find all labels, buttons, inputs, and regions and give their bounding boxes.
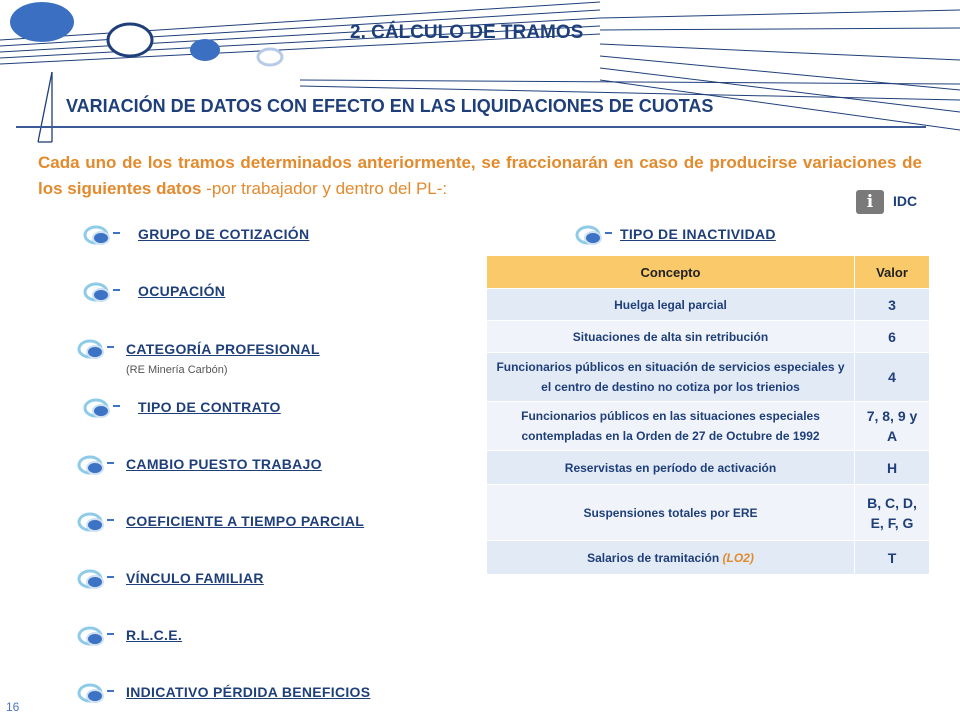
bullet-icon [82,224,122,250]
table-row [487,402,930,451]
item-tipo-contrato[interactable]: TIPO DE CONTRATO [138,399,281,415]
table-row [487,451,930,485]
item-tipo-inactividad[interactable]: TIPO DE INACTIVIDAD [620,226,776,242]
intro-paragraph [38,150,922,202]
cell-concepto: Suspensiones totales por ERE [487,485,855,541]
table-row [487,485,930,541]
inactividad-table [486,255,930,575]
cell-valor: 7, 8, 9 y A [855,402,930,451]
cell-concepto-note: (LO2) [722,550,754,565]
item-grupo-cotizacion[interactable]: GRUPO DE COTIZACIÓN [138,226,310,242]
header-valor: Valor [855,256,930,289]
section-title: 2. CÁLCULO DE TRAMOS [350,22,584,43]
page-number: 16 [6,700,20,714]
table-row [487,321,930,353]
table-header-row [487,256,930,289]
table-row [487,289,930,321]
bullet-icon [82,281,122,307]
cell-concepto: Funcionarios públicos en situación de servicios especiales y el centro de destino no cotiza por los trienios [487,353,855,402]
cell-valor: B, C, D, E, F, G [855,485,930,541]
info-icon[interactable]: i [856,190,884,214]
idc-label: IDC [893,193,918,209]
cell-valor: 3 [855,289,930,321]
item-coeficiente-parcial[interactable]: COEFICIENTE A TIEMPO PARCIAL [126,513,365,529]
intro-light-text: -por trabajador y dentro del PL-: [206,179,448,198]
bullet-icon [82,397,122,423]
cell-concepto: Huelga legal parcial [487,289,855,321]
page-subtitle: VARIACIÓN DE DATOS CON EFECTO EN LAS LIQUIDACIONES DE CUOTAS [66,96,714,116]
cell-concepto [487,541,855,575]
table-row [487,353,930,402]
item-cambio-puesto[interactable]: CAMBIO PUESTO TRABAJO [126,456,322,472]
item-categoria-profesional[interactable]: CATEGORÍA PROFESIONAL [126,341,320,357]
item-ocupacion[interactable]: OCUPACIÓN [138,283,226,299]
table-row [487,541,930,575]
cell-valor: 4 [855,353,930,402]
intro-bold-text: Cada uno de los tramos determinados anteriormente, se fraccionarán en caso de producirse variaciones de los siguientes datos [38,153,922,198]
bullet-icon [76,568,116,594]
title-mark [38,72,52,142]
cell-valor: 6 [855,321,930,353]
item-indicativo-perdida[interactable]: INDICATIVO PÉRDIDA BENEFICIOS [126,684,371,700]
cell-valor: T [855,541,930,575]
title-divider [16,126,926,128]
cell-concepto: Situaciones de alta sin retribución [487,321,855,353]
item-categoria-note: (RE Minería Carbón) [126,364,228,376]
bullet-icon [76,682,116,708]
bullet-icon [76,338,116,364]
bullet-icon [574,224,614,250]
item-rlce[interactable]: R.L.C.E. [126,627,183,643]
cell-concepto: Reservistas en período de activación [487,451,855,485]
cell-concepto-text: Salarios de tramitación [587,550,720,565]
cell-valor: H [855,451,930,485]
header-concepto: Concepto [487,256,855,289]
bullet-icon [76,454,116,480]
bullet-icon [76,511,116,537]
item-vinculo-familiar[interactable]: VÍNCULO FAMILIAR [126,570,264,586]
cell-concepto: Funcionarios públicos en las situaciones especiales contempladas en la Orden de 27 de Octubre de 1992 [487,402,855,451]
bullet-icon [76,625,116,651]
